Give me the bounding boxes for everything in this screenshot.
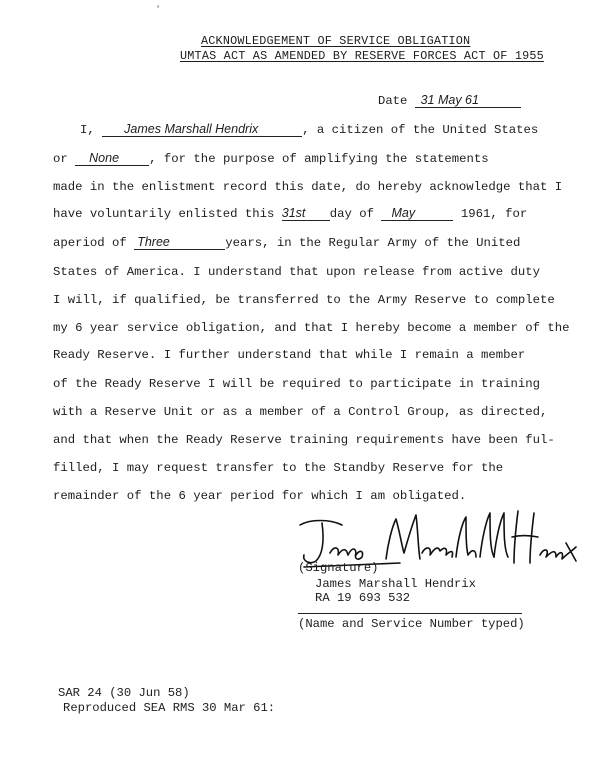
body-line-5 [53,236,520,250]
signature-divider [298,613,522,614]
body-line-13: filled, I may request transfer to the Standby Reserve for the [53,461,504,475]
body-line-11: with a Reserve Unit or as a member of a Control Group, as directed, [53,405,548,419]
enlist-period: Three [134,236,225,250]
body-line-6: States of America. I understand that upon release from active duty [53,265,541,279]
body-line-7: I will, if qualified, be transferred to the Army Reserve to complete [53,293,555,307]
body-line-12: and that when the Ready Reserve training requirements have been ful- [53,433,555,447]
body-text: aperiod of [53,236,127,250]
signature-caption: (Name and Service Number typed) [298,617,525,631]
heading-subtitle: UMTAS ACT AS AMENDED BY RESERVE FORCES ACT OF 1955 [180,49,544,63]
body-line-2 [53,152,489,166]
signature-label: (Signature) [298,561,379,575]
enlist-year: 1961 [460,207,491,221]
body-text: have voluntarily enlisted this [53,207,275,221]
body-line-9: Ready Reserve. I further understand that while I remain a member [53,348,526,362]
enlistee-name: James Marshall Hendrix [102,123,302,137]
body-text: or [53,152,68,166]
heading-title: ACKNOWLEDGEMENT OF SERVICE OBLIGATION [201,34,471,48]
reproduction-note: Reproduced SEA RMS 30 Mar 61: [63,701,276,715]
date-value: 31 May 61 [415,94,521,108]
date-line [378,94,521,108]
form-number: SAR 24 (30 Jun 58) [58,686,190,700]
body-text: , for [490,207,528,221]
enlist-day: 31st [282,207,330,221]
typed-name: James Marshall Hendrix [315,577,476,591]
date-label: Date [378,94,408,108]
body-text: , a citizen of the United States [302,123,539,137]
body-text: years, in the Regular Army of the United [225,236,521,250]
body-line-10: of the Ready Reserve I will be required to participate in training [53,377,541,391]
body-line-8: my 6 year service obligation, and that I hereby become a member of the [53,321,570,335]
other-country: None [75,152,149,166]
body-line-1 [80,123,538,137]
body-line-3: made in the enlistment record this date, do hereby acknowledge that I [53,180,563,194]
body-line-4 [53,207,527,221]
page-speck: ʼ [155,6,162,17]
body-line-14: remainder of the 6 year period for which I am obligated. [53,489,467,503]
body-text: I, [80,123,95,137]
enlist-month: May [381,207,453,221]
body-text: , for the purpose of amplifying the statements [149,152,489,166]
service-number: RA 19 693 532 [315,591,411,605]
body-text: day of [329,207,375,221]
